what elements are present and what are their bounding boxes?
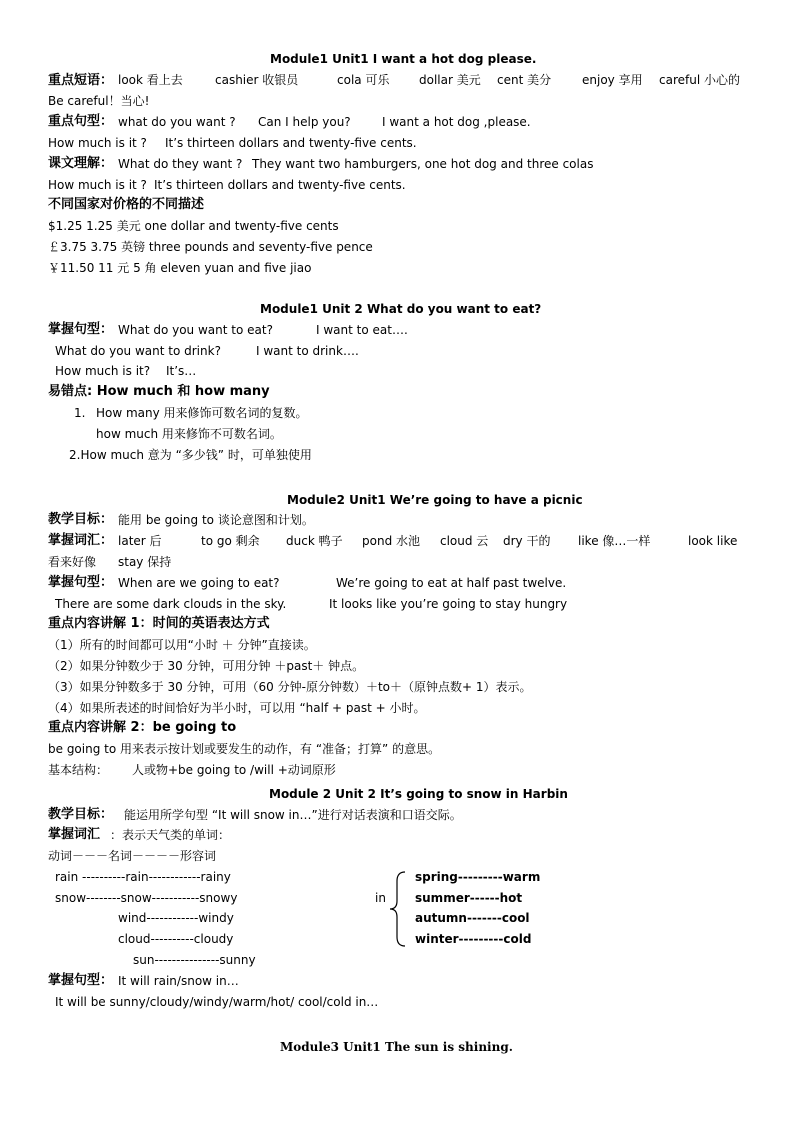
- point2-text: be going to 用来表示按计划或要发生的动作，有 “准备；打算” 的意思。: [48, 742, 441, 756]
- season-row: winter---------cold: [415, 932, 532, 946]
- goal-text: 能用 be going to 谈论意图和计划。: [118, 513, 314, 527]
- confuse-item: how much 用来修饰不可数名词。: [96, 427, 282, 441]
- phrase-item: careful 小心的: [659, 73, 740, 87]
- phrase-item: cashier 收银员: [215, 73, 299, 87]
- vocab-item: to go 剩余: [201, 534, 260, 548]
- vocab-item: stay 保持: [118, 555, 172, 569]
- sentence-item: When are we going to eat?: [118, 576, 280, 590]
- sentence-item: It’s…: [166, 364, 197, 378]
- phrase-wrap: Be careful！当心!: [48, 94, 150, 108]
- price-line: ￥11.50 11 元 5 角 eleven yuan and five jiao: [48, 261, 312, 275]
- goal-label: 教学目标：: [48, 512, 114, 527]
- confuse-num: 1.: [74, 406, 86, 420]
- sentence-item: It’s thirteen dollars and twenty-five cents.: [165, 136, 417, 150]
- sentence-item: Can I help you?: [258, 115, 351, 129]
- sentences-label: 重点句型：: [48, 114, 114, 129]
- sentences-label: 掌握句型：: [48, 322, 114, 337]
- price-line: $1.25 1.25 美元 one dollar and twenty-five cents: [48, 219, 339, 233]
- section-title-m2u1: Module2 Unit1 We’re going to have a picnic: [287, 493, 583, 507]
- sentence-item: It will be sunny/cloudy/windy/warm/hot/ cool/cold in…: [55, 995, 379, 1009]
- section-title-m1u1: Module1 Unit1 I want a hot dog please.: [270, 52, 537, 66]
- sentence-item: We’re going to eat at half past twelve.: [336, 576, 567, 590]
- phrases-label: 重点短语：: [48, 73, 114, 88]
- vocab-text: ：表示天气类的单词：: [110, 828, 231, 842]
- goal-label: 教学目标：: [48, 807, 114, 822]
- sentence-item: what do you want ?: [118, 115, 236, 129]
- chain-header: 动词－－－名词－－－－形容词: [48, 849, 217, 863]
- text-item: They want two hamburgers, one hot dog and three colas: [252, 157, 594, 171]
- section-title-m2u2: Module 2 Unit 2 It’s going to snow in Harbin: [269, 787, 568, 801]
- season-row: autumn-------cool: [415, 911, 530, 925]
- weather-row: wind------------windy: [118, 911, 234, 925]
- sentence-item: I want a hot dog ,please.: [382, 115, 531, 129]
- in-word: in: [375, 891, 386, 905]
- sentence-item: What do you want to eat?: [118, 323, 273, 337]
- season-row: summer------hot: [415, 891, 523, 905]
- point1-label: 重点内容讲解 1：时间的英语表达方式: [48, 616, 270, 631]
- phrase-item: look 看上去: [118, 73, 183, 87]
- text-item: It’s thirteen dollars and twenty-five cents.: [154, 178, 406, 192]
- weather-row: snow--------snow-----------snowy: [55, 891, 238, 905]
- sentence-item: It will rain/snow in…: [118, 974, 239, 988]
- vocab-item: 看来好像: [48, 555, 97, 569]
- phrase-item: cent 美分: [497, 73, 552, 87]
- price-line: ￡3.75 3.75 英镑 three pounds and seventy-five pence: [48, 240, 373, 254]
- sentence-item: There are some dark clouds in the sky.: [55, 597, 287, 611]
- vocab-item: later 后: [118, 534, 162, 548]
- phrases-line: [48, 72, 113, 89]
- point1-item: （4）如果所表述的时间恰好为半小时，可以用 “half + past + 小时。: [48, 701, 426, 715]
- vocab-item: duck 鸭子: [286, 534, 343, 548]
- sentence-item: How much is it?: [55, 364, 151, 378]
- sentences-label: 掌握句型：: [48, 575, 114, 590]
- curly-brace-icon: [389, 871, 407, 947]
- text-item: How much is it ?: [48, 178, 147, 192]
- phrase-item: cola 可乐: [337, 73, 390, 87]
- vocab-item: pond 水池: [362, 534, 420, 548]
- sentence-item: How much is it ?: [48, 136, 147, 150]
- confuse-item: How many 用来修饰可数名词的复数。: [96, 406, 308, 420]
- section-title-m1u2: Module1 Unit 2 What do you want to eat?: [260, 302, 542, 316]
- confuse-item: 2.How much 意为 “多少钱” 时，可单独使用: [69, 448, 312, 462]
- vocab-label: 掌握词汇: [48, 827, 101, 842]
- vocab-item: look like: [688, 534, 738, 548]
- vocab-item: cloud 云: [440, 534, 489, 548]
- section-title-m3u1: Module3 Unit1 The sun is shining.: [280, 1040, 513, 1054]
- sentence-item: I want to drink….: [256, 344, 359, 358]
- structure-label: 基本结构：: [48, 763, 109, 777]
- sentence-item: It looks like you’re going to stay hungry: [329, 597, 568, 611]
- price-heading: 不同国家对价格的不同描述: [48, 197, 205, 212]
- weather-row: sun---------------sunny: [133, 953, 256, 967]
- phrase-item: enjoy 享用: [582, 73, 643, 87]
- confuse-label: 易错点: How much 和 how many: [48, 384, 270, 399]
- sentences-label: 掌握句型：: [48, 973, 114, 988]
- goal-text: 能运用所学句型 “It will snow in…”进行对话表演和口语交际。: [124, 808, 462, 822]
- point1-item: （3）如果分钟数多于 30 分钟，可用（60 分钟-原分钟数）＋to＋（原钟点数+ 1）表示。: [48, 680, 532, 694]
- weather-row: rain ----------rain------------rainy: [55, 870, 231, 884]
- point1-item: （1）所有的时间都可以用“小时 ＋ 分钟”直接读。: [48, 638, 316, 652]
- text-label: 课文理解：: [48, 156, 114, 171]
- season-row: spring---------warm: [415, 870, 541, 884]
- text-item: What do they want ?: [118, 157, 243, 171]
- vocab-item: dry 干的: [503, 534, 551, 548]
- phrase-item: dollar 美元: [419, 73, 481, 87]
- vocab-label: 掌握词汇：: [48, 533, 114, 548]
- sentence-item: What do you want to drink?: [55, 344, 221, 358]
- weather-row: cloud----------cloudy: [118, 932, 234, 946]
- structure-text: 人或物+be going to /will +动词原形: [132, 763, 336, 777]
- point2-label: 重点内容讲解 2：be going to: [48, 720, 237, 735]
- vocab-item: like 像…一样: [578, 534, 651, 548]
- sentence-item: I want to eat….: [316, 323, 408, 337]
- point1-item: （2）如果分钟数少于 30 分钟，可用分钟 ＋past＋ 钟点。: [48, 659, 365, 673]
